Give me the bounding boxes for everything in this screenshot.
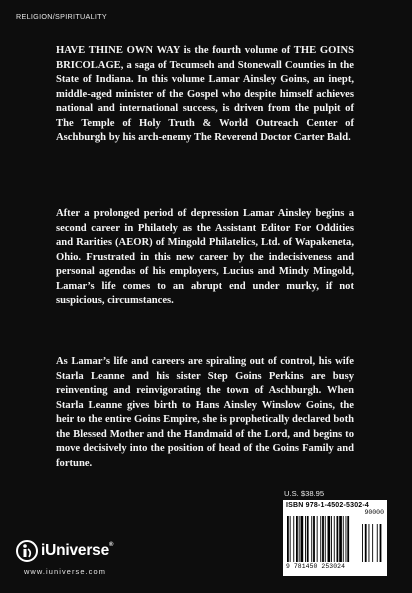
- description-paragraph-2: After a prolonged period of depression Lamar Ainsley begins a second career in Philately as the Assistant Editor For Oddities and Rarities (AEOR) of Mingold Philatelics, Ltd. of Wapakeneta, Ohio. Frustrated in this new career by the indecisiveness and personal agendas of his employers, Lucius and Mindy Mingold, Lamar’s life comes to an abrupt end under murky, if not suspicious, circumstances.: [56, 208, 354, 306]
- publisher-logo: [16, 540, 113, 562]
- publisher-url: www.iuniverse.com: [24, 567, 106, 576]
- isbn-barcode: [283, 500, 387, 576]
- category-label: RELIGION/SPIRITUALITY: [16, 12, 107, 21]
- description-paragraph-3: As Lamar’s life and careers are spiraling out of control, his wife Starla Leanne and his sister Step Goins Perkins are busy reinventing and reinvigorating the town of Aschburgh. When Starla Leanne gives birth to Hans Ainsley Winslow Goins, the heir to the entire Goins Empire, she is prophetically declared both the Blessed Mother and the Handmaid of the Lord, and begins to move decisively into the position of head of the Goins Family and fortune.: [56, 356, 354, 469]
- price-label: U.S. $38.95: [284, 489, 325, 498]
- barcode-bars-icon: [286, 510, 384, 562]
- barcode-digits: 9 781450 253024: [286, 563, 346, 570]
- registered-mark: ®: [109, 542, 114, 548]
- isbn-text: ISBN 978-1-4502-5302-4: [286, 502, 370, 509]
- publisher-name: iUniverse®: [41, 542, 114, 559]
- iuniverse-logo-icon: [16, 540, 38, 562]
- description-paragraph-1: HAVE THINE OWN WAY is the fourth volume of THE GOINS BRICOLAGE, a saga of Tecumseh and Stonewall Counties in the State of Indiana. In this volume Lamar Ainsley Goins, an inept, middle-aged minister of the Gospel who despite himself achieves national and international success, is driven from the pulpit of The Temple of Holy Truth & World Outreach Center of Aschburgh by his arch-enemy The Reverend Doctor Carter Bald.: [56, 45, 354, 143]
- barcode-addon-number: 90000: [364, 509, 384, 516]
